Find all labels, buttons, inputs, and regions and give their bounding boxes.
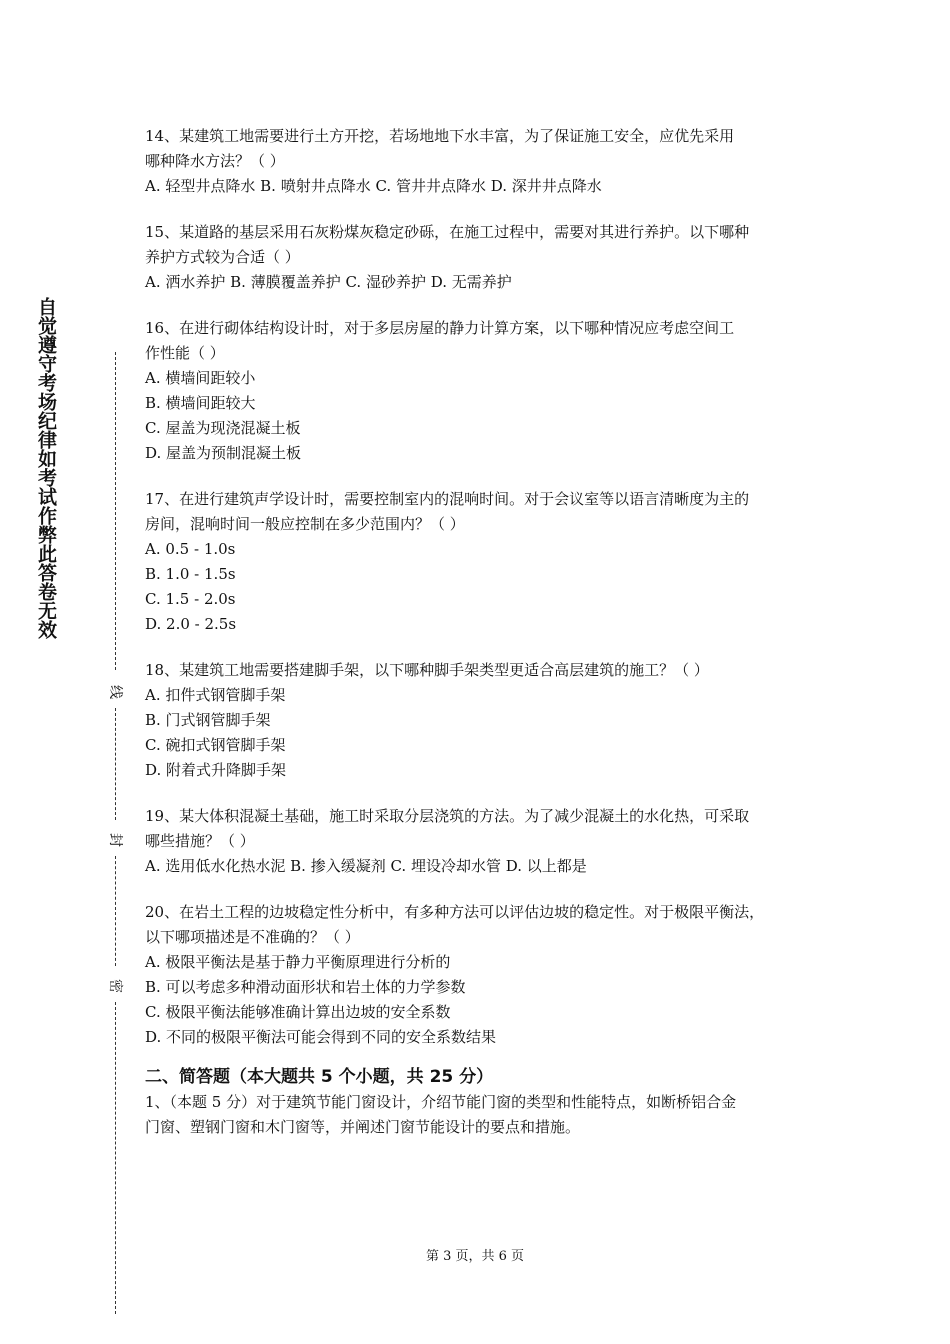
- seal-dashed-line: [115, 1002, 116, 1314]
- question-text: 作性能（ ）: [145, 344, 225, 362]
- question-options: A. 选用低水化热水泥 B. 掺入缓凝剂 C. 埋设冷却水管 D. 以上都是: [145, 857, 587, 875]
- question-text: 20、在岩土工程的边坡稳定性分析中，有多种方法可以评估边坡的稳定性。对于极限平衡法，: [145, 903, 765, 921]
- option-c: C. 1.5 - 2.0s: [145, 590, 236, 608]
- question-text: 哪些措施？（ ）: [145, 832, 255, 850]
- question-16: [145, 316, 825, 466]
- option-b: B. 门式钢管脚手架: [145, 711, 271, 729]
- seal-dashed-line: [115, 708, 116, 820]
- question-text: 19、某大体积混凝土基础，施工时采取分层浇筑的方法。为了减少混凝土的水化热，可采取: [145, 807, 750, 825]
- option-d: D. 附着式升降脚手架: [145, 761, 287, 779]
- option-d: D. 不同的极限平衡法可能会得到不同的安全系数结果: [145, 1028, 497, 1046]
- seal-label-mi: 密: [107, 979, 123, 993]
- seal-dashed-line: [115, 856, 116, 966]
- option-c: C. 碗扣式钢管脚手架: [145, 736, 286, 754]
- question-15: [145, 220, 825, 295]
- option-b: B. 1.0 - 1.5s: [145, 565, 236, 583]
- option-c: C. 极限平衡法能够准确计算出边坡的安全系数: [145, 1003, 451, 1021]
- seal-label-xian: 线: [107, 685, 123, 699]
- question-20: [145, 900, 825, 1050]
- short-answer-question-1: 1、（本题 5 分）对于建筑节能门窗设计，介绍节能门窗的类型和性能特点，如断桥铝合金: [145, 1093, 737, 1111]
- question-options: A. 洒水养护 B. 薄膜覆盖养护 C. 湿砂养护 D. 无需养护: [145, 273, 512, 291]
- question-text: 以下哪项描述是不准确的？（ ）: [145, 928, 360, 946]
- question-text: 养护方式较为合适（ ）: [145, 248, 300, 266]
- option-a: A. 扣件式钢管脚手架: [145, 686, 286, 704]
- option-a: A. 0.5 - 1.0s: [145, 540, 236, 558]
- exam-content: [145, 124, 825, 1140]
- question-17: [145, 487, 825, 637]
- question-19: [145, 804, 825, 879]
- option-d: D. 2.0 - 2.5s: [145, 615, 237, 633]
- section-title: 二、简答题（本大题共 5 个小题，共 25 分）: [145, 1067, 494, 1087]
- question-14: [145, 124, 825, 199]
- exam-discipline-notice: 自觉遵守考场纪律如考试作弊此答卷无效: [35, 297, 57, 639]
- question-text: 17、在进行建筑声学设计时，需要控制室内的混响时间。对于会议室等以语言清晰度为主的: [145, 490, 750, 508]
- option-b: B. 横墙间距较大: [145, 394, 256, 412]
- question-text: 14、某建筑工地需要进行土方开挖，若场地地下水丰富，为了保证施工安全，应优先采用: [145, 127, 735, 145]
- question-text: 房间，混响时间一般应控制在多少范围内？（ ）: [145, 515, 465, 533]
- option-a: A. 横墙间距较小: [145, 369, 256, 387]
- option-c: C. 屋盖为现浇混凝土板: [145, 419, 301, 437]
- short-answer-question-1: 门窗、塑钢门窗和木门窗等，并阐述门窗节能设计的要点和措施。: [145, 1118, 581, 1136]
- question-18: [145, 658, 825, 783]
- option-d: D. 屋盖为预制混凝土板: [145, 444, 302, 462]
- question-text: 18、某建筑工地需要搭建脚手架，以下哪种脚手架类型更适合高层建筑的施工？（ ）: [145, 661, 709, 679]
- question-options: A. 轻型井点降水 B. 喷射井点降水 C. 管井井点降水 D. 深井井点降水: [145, 177, 602, 195]
- question-text: 15、某道路的基层采用石灰粉煤灰稳定砂砾，在施工过程中，需要对其进行养护。以下哪种: [145, 223, 750, 241]
- seal-dashed-line: [115, 352, 116, 670]
- seal-label-feng: 封: [107, 833, 123, 847]
- question-text: 哪种降水方法？（ ）: [145, 152, 285, 170]
- page-footer: 第 3 页，共 6 页: [425, 1249, 525, 1264]
- option-b: B. 可以考虑多种滑动面形状和岩土体的力学参数: [145, 978, 466, 996]
- option-a: A. 极限平衡法是基于静力平衡原理进行分析的: [145, 953, 451, 971]
- question-text: 16、在进行砌体结构设计时，对于多层房屋的静力计算方案，以下哪种情况应考虑空间工: [145, 319, 735, 337]
